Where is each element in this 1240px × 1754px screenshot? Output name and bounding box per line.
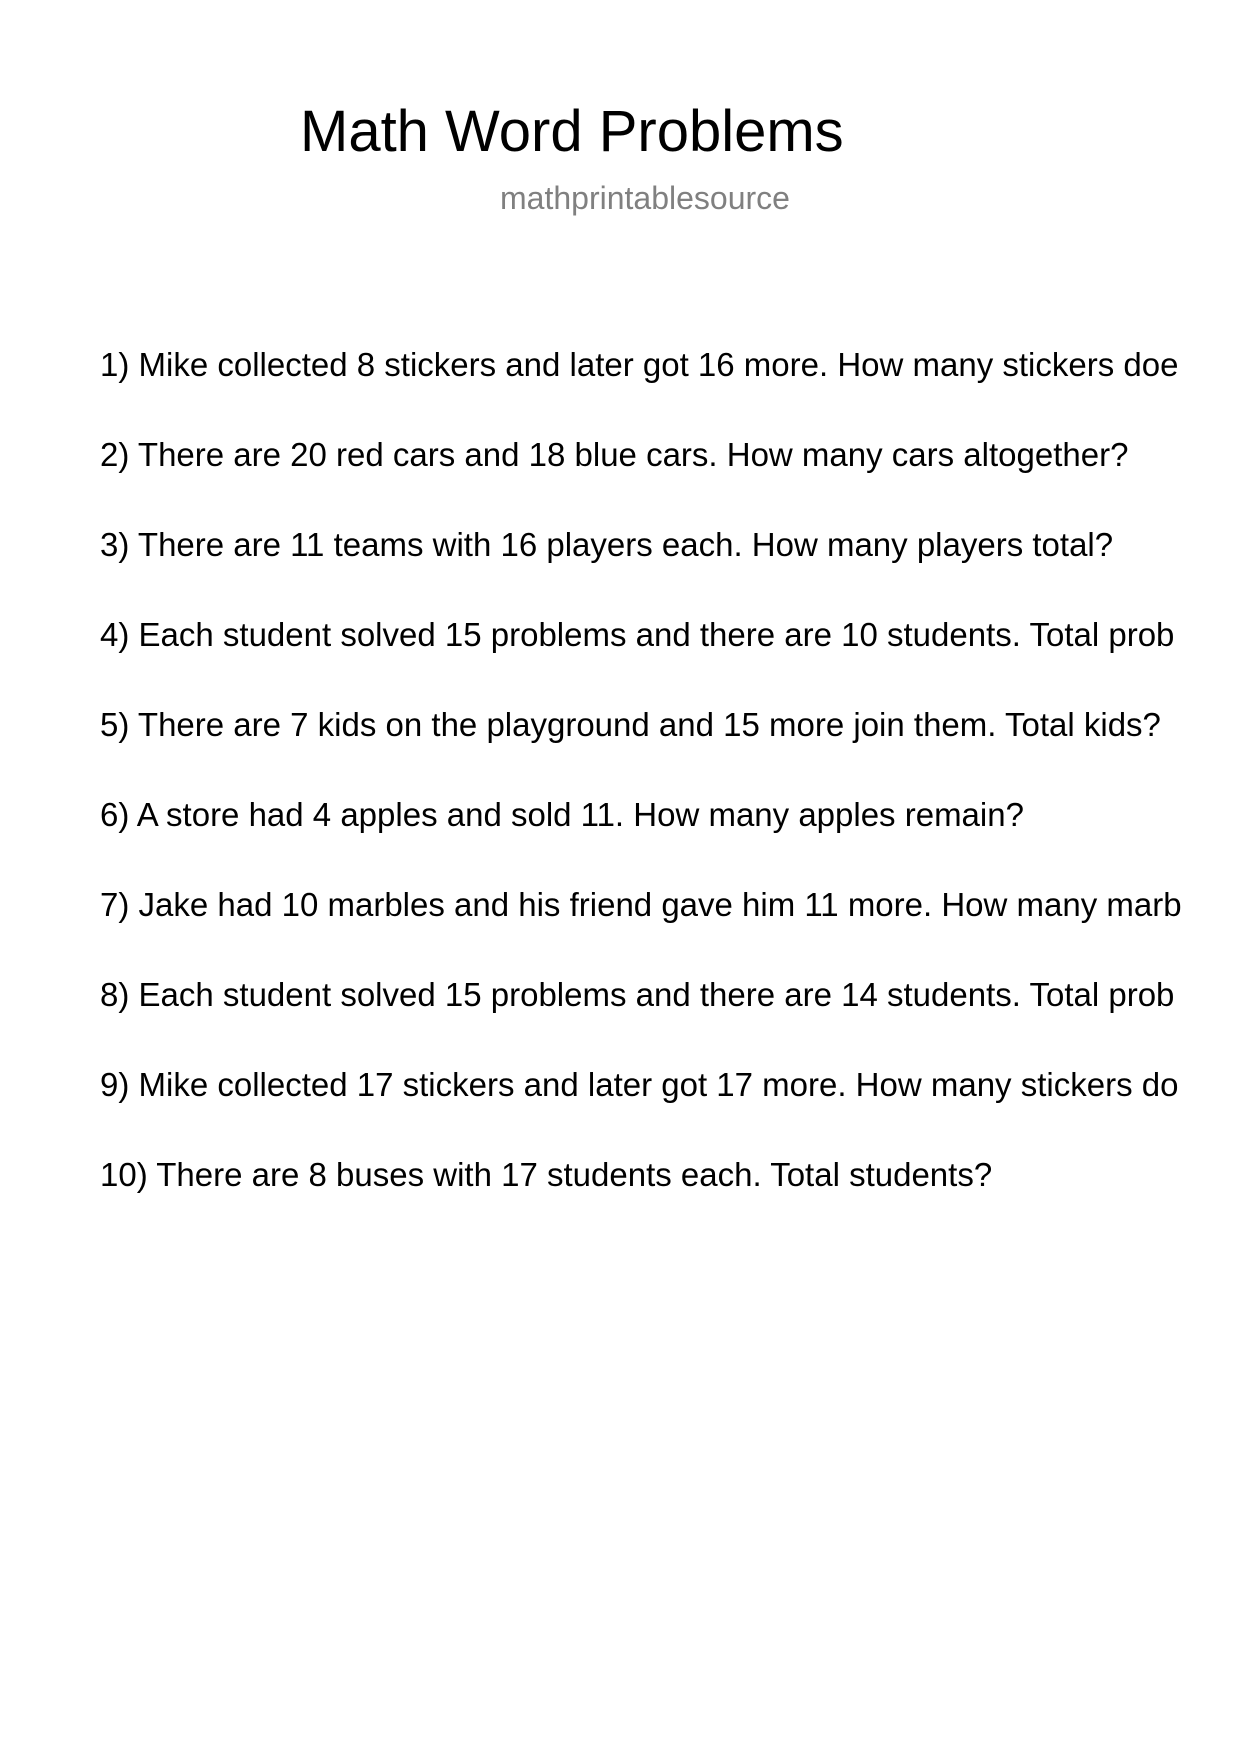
problem-item: 7) Jake had 10 marbles and his friend gave him 11 more. How many marb: [100, 886, 1182, 923]
page-title: Math Word Problems: [300, 99, 844, 164]
problem-list: [100, 345, 1240, 1245]
problem-item: 3) There are 11 teams with 16 players each. How many players total?: [100, 526, 1114, 563]
problem-item: 6) A store had 4 apples and sold 11. How many apples remain?: [100, 796, 1024, 833]
problem-item: 10) There are 8 buses with 17 students each. Total students?: [100, 1156, 993, 1193]
problem-item: 9) Mike collected 17 stickers and later got 17 more. How many stickers do: [100, 1066, 1179, 1103]
problem-item: 2) There are 20 red cars and 18 blue cars. How many cars altogether?: [100, 436, 1129, 473]
problem-item: 8) Each student solved 15 problems and there are 14 students. Total prob: [100, 976, 1175, 1013]
problem-item: 5) There are 7 kids on the playground and 15 more join them. Total kids?: [100, 706, 1161, 743]
problem-item: 4) Each student solved 15 problems and there are 10 students. Total prob: [100, 616, 1175, 653]
page-subtitle: mathprintablesource: [500, 180, 790, 216]
problem-item: 1) Mike collected 8 stickers and later got 16 more. How many stickers doe: [100, 346, 1179, 383]
